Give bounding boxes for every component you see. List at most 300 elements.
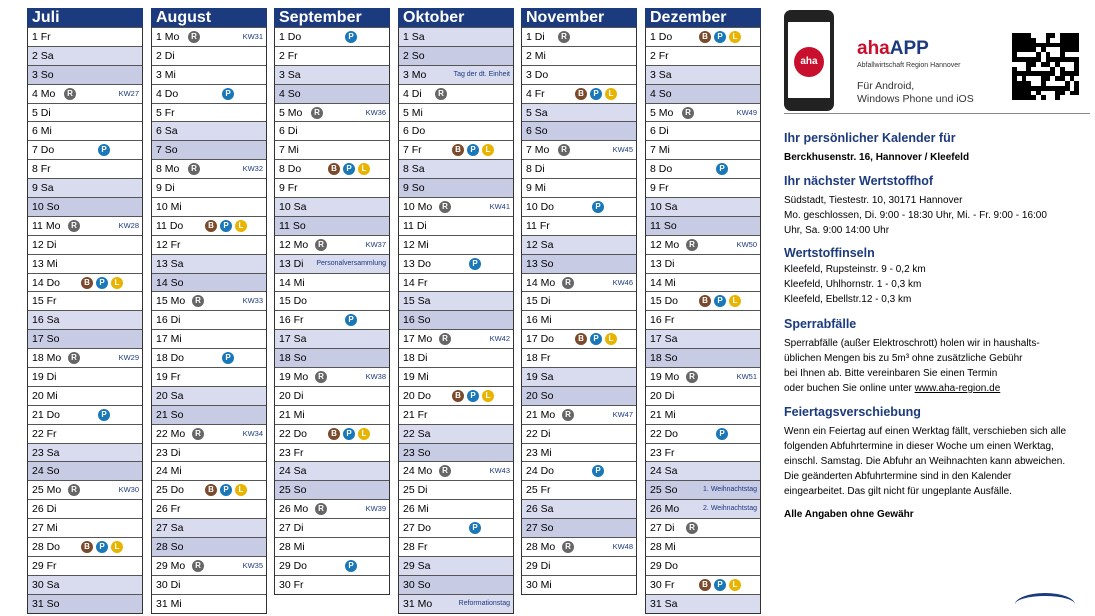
day-label: 30 Di bbox=[156, 578, 181, 591]
day-label: 5 Mo bbox=[279, 106, 303, 119]
day-label: 4 So bbox=[279, 87, 301, 100]
calendar-for-section bbox=[784, 131, 1094, 163]
day-row bbox=[275, 537, 389, 556]
day-label: 15 Di bbox=[526, 295, 551, 308]
day-label: 8 Mo bbox=[156, 163, 180, 176]
day-label: 16 Mi bbox=[526, 314, 552, 327]
day-row bbox=[28, 348, 142, 367]
day-row bbox=[28, 310, 142, 329]
bioabfall-icon: B bbox=[452, 390, 464, 402]
day-row bbox=[152, 499, 266, 518]
day-row bbox=[28, 329, 142, 348]
week-number: KW43 bbox=[489, 466, 510, 476]
papier-icon: P bbox=[590, 333, 602, 345]
day-row bbox=[522, 121, 636, 140]
day-row bbox=[522, 291, 636, 310]
day-row bbox=[28, 159, 142, 178]
day-label: 26 Mo bbox=[279, 503, 309, 516]
heading-feiertagsverschiebung: Feiertagsverschiebung bbox=[784, 405, 921, 419]
restabfall-icon: R bbox=[192, 428, 204, 440]
day-label: 12 Fr bbox=[156, 238, 181, 251]
day-label: 19 Fr bbox=[156, 371, 181, 384]
day-label: 29 Fr bbox=[32, 559, 57, 572]
day-label: 30 So bbox=[403, 578, 431, 591]
restabfall-icon: R bbox=[562, 541, 574, 553]
leichtverpackung-icon: L bbox=[729, 31, 741, 43]
day-row bbox=[522, 405, 636, 424]
month-header: September bbox=[274, 8, 390, 27]
day-row bbox=[399, 27, 513, 46]
day-row bbox=[522, 518, 636, 537]
bioabfall-icon: B bbox=[81, 277, 93, 289]
week-number: KW48 bbox=[612, 542, 633, 552]
day-label: 6 Di bbox=[279, 125, 298, 138]
day-row bbox=[646, 424, 760, 443]
day-row bbox=[522, 84, 636, 103]
restabfall-icon: R bbox=[64, 88, 76, 100]
week-number: KW30 bbox=[118, 485, 139, 495]
day-label: 12 Mo bbox=[279, 238, 309, 251]
leichtverpackung-icon: L bbox=[729, 295, 741, 307]
restabfall-icon: R bbox=[188, 163, 200, 175]
day-label: 18 So bbox=[279, 352, 307, 365]
week-number: KW34 bbox=[242, 428, 263, 438]
day-label: 24 Sa bbox=[650, 465, 678, 478]
day-row bbox=[152, 594, 266, 613]
day-row bbox=[646, 405, 760, 424]
papier-icon: P bbox=[469, 522, 481, 534]
day-row bbox=[28, 197, 142, 216]
papier-icon: P bbox=[98, 409, 110, 421]
week-number: KW36 bbox=[365, 107, 386, 117]
day-label: 31 Sa bbox=[650, 597, 678, 610]
app-platforms: Für Android, Windows Phone und iOS bbox=[857, 80, 974, 105]
papier-icon: P bbox=[467, 144, 479, 156]
papier-icon: P bbox=[345, 314, 357, 326]
day-label: 23 Sa bbox=[32, 446, 60, 459]
day-label: 28 So bbox=[156, 541, 184, 554]
month-header: Oktober bbox=[398, 8, 514, 27]
day-label: 19 Sa bbox=[526, 371, 554, 384]
day-label: 3 Sa bbox=[650, 68, 672, 81]
day-label: 25 So bbox=[279, 484, 307, 497]
day-label: 26 Mo bbox=[650, 503, 680, 516]
day-row bbox=[152, 518, 266, 537]
day-label: 11 So bbox=[279, 219, 306, 232]
week-number: KW49 bbox=[736, 107, 757, 117]
day-row bbox=[399, 537, 513, 556]
day-label: 17 Mi bbox=[156, 333, 182, 346]
day-row bbox=[646, 329, 760, 348]
day-row bbox=[275, 65, 389, 84]
day-label: 12 Mi bbox=[403, 238, 429, 251]
restabfall-icon: R bbox=[435, 88, 447, 100]
heading-wertstoffhof: Ihr nächster Wertstoffhof bbox=[784, 174, 934, 188]
day-label: 1 Mo bbox=[156, 31, 180, 43]
day-row bbox=[275, 518, 389, 537]
day-label: 7 Fr bbox=[403, 144, 422, 157]
day-label: 28 Fr bbox=[403, 541, 428, 554]
day-row bbox=[275, 329, 389, 348]
day-label: 29 Sa bbox=[403, 559, 431, 572]
day-label: 11 Fr bbox=[526, 219, 550, 232]
week-number: KW38 bbox=[365, 372, 386, 382]
papier-icon: P bbox=[222, 352, 234, 364]
restabfall-icon: R bbox=[315, 239, 327, 251]
day-label: 27 Do bbox=[403, 522, 432, 535]
qr-code-icon[interactable] bbox=[1012, 33, 1080, 101]
day-row bbox=[646, 348, 760, 367]
day-row bbox=[28, 386, 142, 405]
day-label: 26 Di bbox=[32, 503, 57, 516]
week-number: KW45 bbox=[612, 145, 633, 155]
papier-icon: P bbox=[590, 88, 602, 100]
day-label: 8 Fr bbox=[32, 163, 51, 176]
month-juli bbox=[27, 8, 143, 614]
day-row bbox=[399, 424, 513, 443]
week-number: KW39 bbox=[365, 504, 386, 514]
day-label: 21 Mo bbox=[526, 408, 556, 421]
day-label: 4 Fr bbox=[526, 87, 545, 100]
papier-icon: P bbox=[98, 144, 110, 156]
day-row bbox=[152, 329, 266, 348]
day-label: 26 Mi bbox=[403, 503, 429, 516]
day-row bbox=[275, 254, 389, 273]
day-row bbox=[275, 405, 389, 424]
day-row bbox=[152, 159, 266, 178]
day-row bbox=[28, 594, 142, 613]
day-label: 6 Do bbox=[403, 125, 426, 138]
holiday-note: Reformationstag bbox=[458, 599, 510, 607]
day-label: 10 Do bbox=[526, 201, 555, 214]
day-label: 18 So bbox=[650, 352, 678, 365]
day-label: 29 Do bbox=[650, 559, 679, 572]
day-label: 28 Mo bbox=[526, 541, 556, 554]
day-row bbox=[152, 178, 266, 197]
day-row bbox=[522, 329, 636, 348]
day-label: 3 Sa bbox=[279, 68, 301, 81]
day-row bbox=[152, 84, 266, 103]
day-label: 7 Mo bbox=[526, 144, 550, 157]
month-september bbox=[274, 8, 390, 595]
day-label: 25 Di bbox=[403, 484, 428, 497]
aha-region-link[interactable]: www.aha-region.de bbox=[914, 383, 1001, 394]
day-row bbox=[275, 46, 389, 65]
day-row bbox=[646, 499, 760, 518]
day-row bbox=[646, 27, 760, 46]
day-row bbox=[522, 216, 636, 235]
week-number: KW50 bbox=[736, 239, 757, 249]
day-row bbox=[646, 575, 760, 594]
day-row bbox=[28, 178, 142, 197]
day-row bbox=[522, 103, 636, 122]
day-row bbox=[646, 65, 760, 84]
day-row bbox=[28, 480, 142, 499]
day-label: 29 Mo bbox=[156, 559, 186, 572]
papier-icon: P bbox=[714, 579, 726, 591]
day-label: 21 Mi bbox=[650, 408, 676, 421]
day-label: 31 Mo bbox=[403, 597, 433, 610]
day-label: 12 Di bbox=[32, 238, 57, 251]
day-label: 5 Mo bbox=[650, 106, 674, 119]
day-row bbox=[152, 254, 266, 273]
day-row bbox=[399, 273, 513, 292]
bioabfall-icon: B bbox=[205, 220, 217, 232]
day-label: 7 Do bbox=[32, 144, 55, 157]
day-label: 10 Sa bbox=[279, 201, 307, 214]
papier-icon: P bbox=[716, 163, 728, 175]
day-label: 9 Sa bbox=[32, 182, 54, 195]
day-label: 5 Fr bbox=[156, 106, 175, 119]
day-row bbox=[28, 273, 142, 292]
day-row bbox=[152, 235, 266, 254]
holiday-note: Personalversammlung bbox=[316, 259, 386, 267]
day-row bbox=[646, 273, 760, 292]
day-label: 14 So bbox=[156, 276, 184, 289]
day-label: 15 Fr bbox=[32, 295, 57, 308]
day-label: 16 Sa bbox=[32, 314, 60, 327]
leichtverpackung-icon: L bbox=[358, 163, 370, 175]
day-row bbox=[28, 367, 142, 386]
day-label: 8 Sa bbox=[403, 163, 425, 176]
day-label: 14 Mi bbox=[650, 276, 676, 289]
day-row bbox=[399, 518, 513, 537]
day-label: 29 Do bbox=[279, 559, 308, 572]
day-label: 20 Mi bbox=[32, 389, 58, 402]
papier-icon: P bbox=[96, 277, 108, 289]
day-label: 1 Sa bbox=[403, 31, 425, 43]
day-label: 9 So bbox=[403, 182, 425, 195]
week-number: KW37 bbox=[365, 239, 386, 249]
day-label: 3 So bbox=[32, 68, 54, 81]
day-row bbox=[522, 65, 636, 84]
divider bbox=[784, 113, 1090, 114]
day-row bbox=[399, 310, 513, 329]
restabfall-icon: R bbox=[315, 503, 327, 515]
day-row bbox=[152, 65, 266, 84]
papier-icon: P bbox=[222, 88, 234, 100]
app-subtitle: Abfallwirtschaft Region Hannover bbox=[857, 62, 961, 69]
leichtverpackung-icon: L bbox=[235, 220, 247, 232]
day-row bbox=[152, 273, 266, 292]
day-label: 15 Do bbox=[650, 295, 679, 308]
day-label: 1 Di bbox=[526, 31, 545, 43]
day-row bbox=[522, 537, 636, 556]
day-row bbox=[399, 140, 513, 159]
day-label: 7 Mi bbox=[279, 144, 299, 157]
day-row bbox=[646, 178, 760, 197]
day-label: 23 So bbox=[403, 446, 431, 459]
day-row bbox=[399, 405, 513, 424]
day-label: 18 Di bbox=[403, 352, 428, 365]
day-row bbox=[28, 405, 142, 424]
heading-calendar-for: Ihr persönlicher Kalender für bbox=[784, 131, 956, 145]
day-row bbox=[646, 480, 760, 499]
day-label: 29 Di bbox=[526, 559, 551, 572]
restabfall-icon: R bbox=[315, 371, 327, 383]
holiday-note: 2. Weihnachtstag bbox=[703, 505, 757, 513]
week-number: KW29 bbox=[118, 353, 139, 363]
day-row bbox=[399, 329, 513, 348]
day-label: 26 Sa bbox=[526, 503, 554, 516]
day-row bbox=[646, 140, 760, 159]
bioabfall-icon: B bbox=[575, 333, 587, 345]
day-label: 11 Do bbox=[156, 219, 184, 232]
day-row bbox=[522, 424, 636, 443]
day-row bbox=[275, 103, 389, 122]
day-row bbox=[646, 46, 760, 65]
day-row bbox=[28, 424, 142, 443]
bioabfall-icon: B bbox=[699, 31, 711, 43]
month-header: November bbox=[521, 8, 637, 27]
day-row bbox=[522, 235, 636, 254]
day-label: 2 So bbox=[403, 49, 425, 62]
papier-icon: P bbox=[343, 163, 355, 175]
leichtverpackung-icon: L bbox=[235, 484, 247, 496]
day-label: 1 Do bbox=[279, 31, 302, 43]
papier-icon: P bbox=[220, 484, 232, 496]
papier-icon: P bbox=[469, 258, 481, 270]
day-label: 4 Mo bbox=[32, 87, 56, 100]
bioabfall-icon: B bbox=[452, 144, 464, 156]
day-row bbox=[275, 178, 389, 197]
day-row bbox=[646, 291, 760, 310]
week-number: KW32 bbox=[242, 164, 263, 174]
day-label: 5 Di bbox=[32, 106, 51, 119]
day-row bbox=[28, 443, 142, 462]
day-row bbox=[522, 556, 636, 575]
day-label: 13 Di bbox=[279, 257, 304, 270]
day-label: 22 Sa bbox=[403, 427, 431, 440]
day-label: 1 Fr bbox=[32, 31, 51, 43]
day-label: 19 Mo bbox=[650, 371, 680, 384]
day-row bbox=[399, 291, 513, 310]
day-label: 25 Do bbox=[156, 484, 185, 497]
bioabfall-icon: B bbox=[575, 88, 587, 100]
day-label: 13 Di bbox=[650, 257, 675, 270]
restabfall-icon: R bbox=[558, 144, 570, 156]
day-row bbox=[152, 197, 266, 216]
day-label: 21 Fr bbox=[403, 408, 428, 421]
day-label: 23 Mi bbox=[526, 446, 552, 459]
day-row bbox=[152, 537, 266, 556]
day-row bbox=[152, 348, 266, 367]
week-number: KW41 bbox=[489, 202, 510, 212]
holiday-note: Tag der dt. Einheit bbox=[453, 70, 510, 78]
day-label: 13 Mi bbox=[32, 257, 58, 270]
day-row bbox=[275, 27, 389, 46]
restabfall-icon: R bbox=[686, 371, 698, 383]
day-label: 25 So bbox=[650, 484, 678, 497]
papier-icon: P bbox=[592, 201, 604, 213]
day-row bbox=[28, 537, 142, 556]
month-oktober bbox=[398, 8, 514, 614]
address: Berckhusenstr. 16, Hannover / Kleefeld bbox=[784, 152, 970, 163]
papier-icon: P bbox=[220, 220, 232, 232]
bioabfall-icon: B bbox=[81, 541, 93, 553]
day-row bbox=[152, 386, 266, 405]
day-label: 15 Sa bbox=[403, 295, 431, 308]
day-row bbox=[399, 499, 513, 518]
day-row bbox=[399, 216, 513, 235]
day-row bbox=[28, 103, 142, 122]
day-row bbox=[399, 461, 513, 480]
day-label: 11 Mo bbox=[32, 219, 61, 232]
day-row bbox=[28, 121, 142, 140]
day-label: 12 Sa bbox=[526, 238, 554, 251]
day-label: 28 Mi bbox=[650, 541, 676, 554]
day-label: 2 Fr bbox=[279, 49, 298, 62]
app-title: ahaAPP bbox=[857, 38, 929, 59]
day-label: 20 Do bbox=[403, 389, 432, 402]
day-label: 23 Fr bbox=[650, 446, 675, 459]
day-label: 30 Fr bbox=[650, 578, 675, 591]
day-label: 11 Di bbox=[403, 219, 427, 232]
day-row bbox=[646, 443, 760, 462]
aha-logo: aha bbox=[794, 47, 824, 77]
day-row bbox=[275, 310, 389, 329]
day-label: 30 Fr bbox=[279, 578, 304, 591]
day-row bbox=[522, 310, 636, 329]
papier-icon: P bbox=[345, 31, 357, 43]
month-header: Dezember bbox=[645, 8, 761, 27]
day-label: 10 So bbox=[32, 201, 60, 214]
day-row bbox=[28, 575, 142, 594]
day-label: 3 Mo bbox=[403, 68, 427, 81]
leichtverpackung-icon: L bbox=[111, 541, 123, 553]
day-label: 19 Mo bbox=[279, 371, 309, 384]
day-row bbox=[399, 121, 513, 140]
day-row bbox=[399, 235, 513, 254]
restabfall-icon: R bbox=[68, 352, 80, 364]
day-label: 22 Fr bbox=[32, 427, 57, 440]
month-november bbox=[521, 8, 637, 595]
day-label: 14 Mi bbox=[279, 276, 305, 289]
papier-icon: P bbox=[714, 31, 726, 43]
day-label: 16 Fr bbox=[650, 314, 675, 327]
day-label: 7 So bbox=[156, 144, 178, 157]
day-row bbox=[522, 443, 636, 462]
bioabfall-icon: B bbox=[699, 579, 711, 591]
restabfall-icon: R bbox=[192, 560, 204, 572]
day-row bbox=[28, 518, 142, 537]
restabfall-icon: R bbox=[439, 201, 451, 213]
restabfall-icon: R bbox=[562, 409, 574, 421]
day-row bbox=[28, 46, 142, 65]
day-row bbox=[275, 235, 389, 254]
day-row bbox=[28, 291, 142, 310]
day-label: 21 Do bbox=[32, 408, 61, 421]
day-row bbox=[522, 386, 636, 405]
day-label: 26 Fr bbox=[156, 503, 181, 516]
day-label: 2 Mi bbox=[526, 49, 546, 62]
papier-icon: P bbox=[345, 560, 357, 572]
day-row bbox=[28, 27, 142, 46]
day-row bbox=[275, 575, 389, 594]
day-row bbox=[28, 254, 142, 273]
bioabfall-icon: B bbox=[205, 484, 217, 496]
day-label: 24 Mo bbox=[403, 465, 433, 478]
day-label: 16 Fr bbox=[279, 314, 304, 327]
day-label: 17 Mo bbox=[403, 333, 433, 346]
day-label: 13 So bbox=[526, 257, 554, 270]
day-row bbox=[399, 367, 513, 386]
restabfall-icon: R bbox=[68, 484, 80, 496]
day-row bbox=[152, 556, 266, 575]
wertstoffhof-section: Ihr nächster Wertstoffhof Südstadt, Tiestestr. 10, 30171 Hannover Mo. geschlossen, Di. 9:00 - 18:30 Uhr, Mi. - Fr. 9:00 - 16:00 Uhr, Sa. 9:00 14:00 Uhr bbox=[784, 174, 1094, 238]
phone-icon bbox=[784, 10, 834, 111]
day-row bbox=[152, 480, 266, 499]
